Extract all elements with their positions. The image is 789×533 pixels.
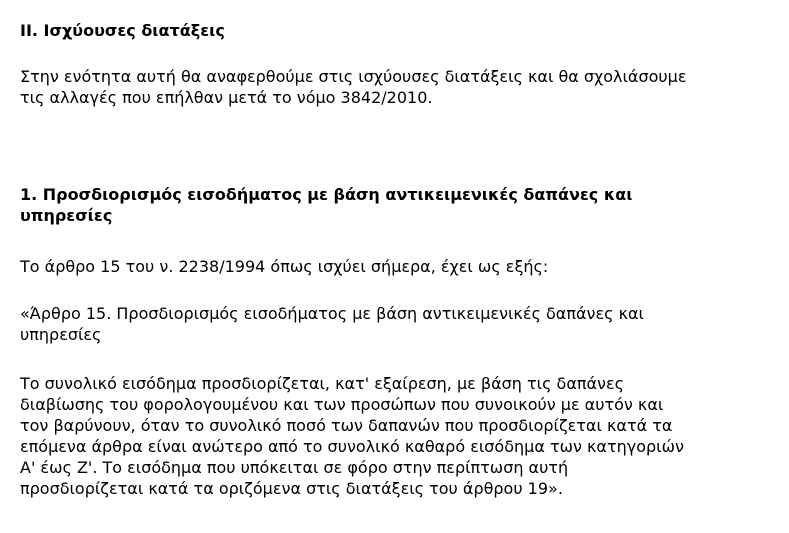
quote-body-line: τον βαρύνουν, όταν το συνολικό ποσό των δαπανών που προσδιορίζεται κατά τα — [20, 416, 673, 435]
intro-line: τις αλλαγές που επήλθαν μετά το νόμο 3842/2010. — [20, 88, 433, 107]
article-intro-paragraph — [20, 256, 780, 277]
quote-body-line: Α' έως Ζ'. Το εισόδημα που υπόκειται σε φόρο στην περίπτωση αυτή — [20, 458, 569, 477]
quote-body-line: επόμενα άρθρα είναι ανώτερο από το συνολικό καθαρό εισόδημα των κατηγοριών — [20, 437, 684, 456]
quote-body-paragraph — [20, 373, 780, 499]
intro-line: Στην ενότητα αυτή θα αναφερθούμε στις ισχύουσες διατάξεις και θα σχολιάσουμε — [20, 67, 687, 86]
section-heading-text: II. Ισχύουσες διατάξεις — [20, 21, 225, 40]
quote-body-line: προσδιορίζεται κατά τα οριζόμενα στις διατάξεις του άρθρου 19». — [20, 479, 563, 498]
section-heading — [20, 20, 780, 41]
subsection-heading — [20, 184, 720, 226]
intro-paragraph — [20, 66, 780, 108]
subsection-heading-line: υπηρεσίες — [20, 206, 113, 225]
quote-body-line: διαβίωσης του φορολογουμένου και των προσώπων που συνοικούν με αυτόν και — [20, 395, 664, 414]
subsection-heading-line: 1. Προσδιορισμός εισοδήματος με βάση αντικειμενικές δαπάνες και — [20, 185, 633, 204]
quote-body-line: Το συνολικό εισόδημα προσδιορίζεται, κατ' εξαίρεση, με βάση τις δαπάνες — [20, 374, 625, 393]
article-intro-line: Το άρθρο 15 του ν. 2238/1994 όπως ισχύει σήμερα, έχει ως εξής: — [20, 257, 549, 276]
quote-title-line: υπηρεσίες — [20, 325, 102, 344]
quote-title-paragraph — [20, 303, 740, 345]
quote-title-line: «Άρθρο 15. Προσδιορισμός εισοδήματος με βάση αντικειμενικές δαπάνες και — [20, 304, 644, 323]
